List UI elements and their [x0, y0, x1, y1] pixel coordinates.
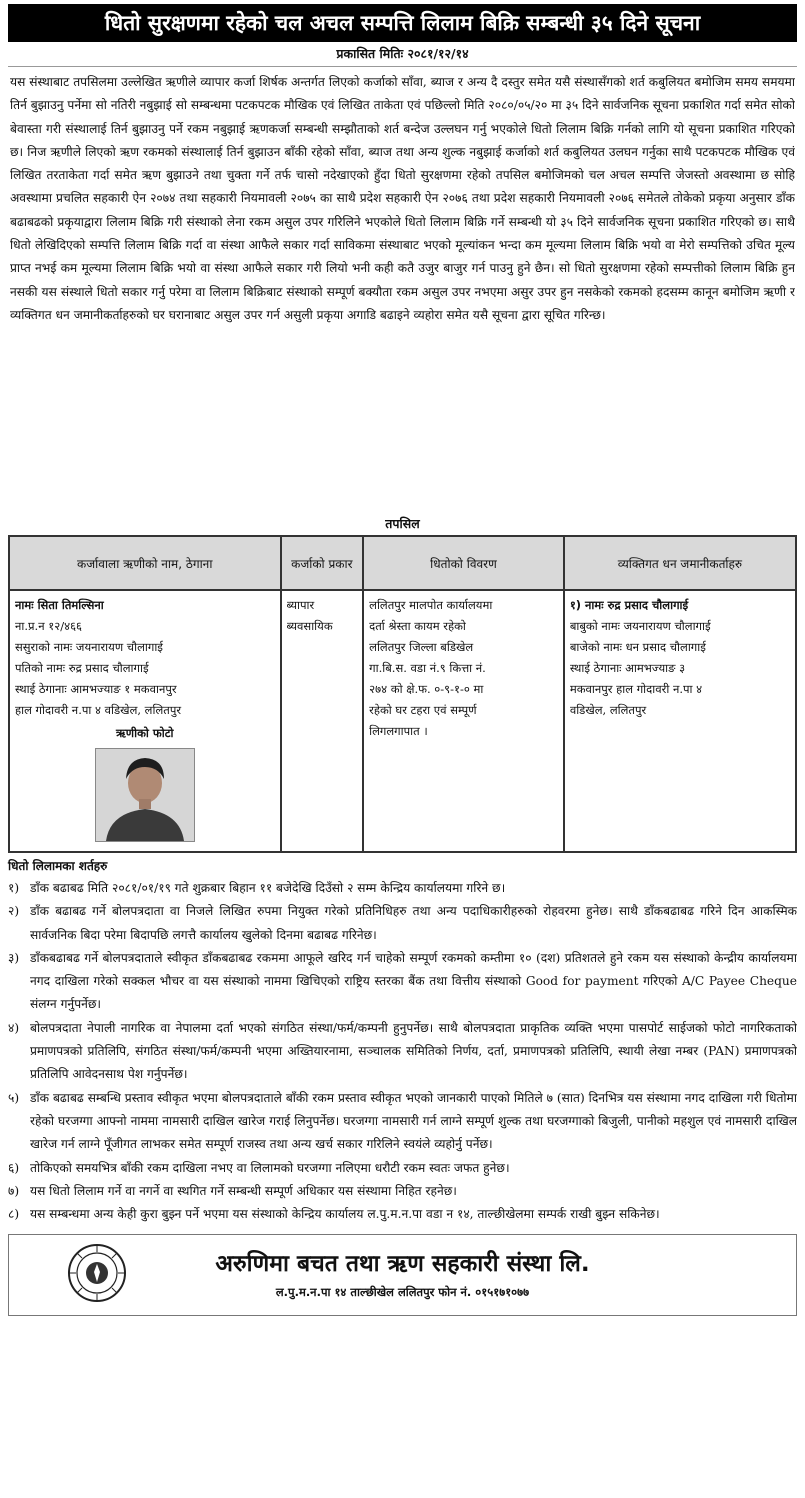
guarantor-name: १) नामः रुद्र प्रसाद चौलागाई — [569, 598, 689, 612]
list-item — [8, 1180, 797, 1203]
details-table-header-row — [9, 536, 796, 590]
term-text: डाँकबढाबढ गर्ने बोलपत्रदाताले स्वीकृत डाँकबढाबढ रकममा आफूले खरिद गर्न चाहेको सम्पूर्ण रकमको कम्तीमा १० (दश) प्रतिशतले हुने रकम यस संस्थाको केन्द्रीय कार्यालयमा नगद दाखिला गरेको सक्कल भौचर वा यस संस्थाको नाममा खिचिएको राष्ट्रिय स्तरका बैंक तथा वित्तीय संस्थाको Good for payment गरिएको A/C Payee Cheque संलग्न गर्नुपर्नेछ। — [30, 950, 797, 1012]
person-photo-icon — [96, 749, 194, 841]
list-item — [8, 1087, 797, 1157]
details-heading: तपसिल — [385, 516, 420, 531]
borrower-photo — [95, 748, 195, 842]
list-item — [8, 947, 797, 1017]
borrower-cell — [9, 590, 281, 852]
terms-list — [8, 877, 797, 1226]
guarantor-grandfather: बाजेको नामः धन प्रसाद चौलागाई — [569, 640, 706, 654]
header-loan-type: कर्जाको प्रकार — [281, 536, 364, 590]
header-borrower: कर्जावाला ऋणीको नाम, ठेगाना — [9, 536, 281, 590]
term-number: ३) — [8, 950, 20, 965]
term-number: ५) — [8, 1090, 20, 1105]
borrower-father-in-law: ससुराको नामः जयनारायण चौलागाई — [15, 640, 163, 654]
term-text: डाँक बढाबढ गर्ने बोलपत्रदाता वा निजले लिखित रुपमा नियुक्त गरेको प्रतिनिधिहरु तथा अन्य पदाधिकारीहरुको रोहवरमा हुनेछ। साथै डाँकबढाबढ गरिने दिन आकस्मिक सार्वजनिक बिदा परेमा बिदापछि लगत्तै कार्यालय खुलेको दिनमा बढाबढ गरिनेछ। — [30, 904, 797, 942]
term-text: यस सम्बन्धमा अन्य केही कुरा बुझ्न पर्ने भएमा यस संस्थाको केन्द्रिय कार्यालय ल.पु.म.न.पा वडा न १४, ताल्छीखेलमा सम्पर्क राखी बुझ्न सकिनेछ। — [30, 1207, 660, 1222]
collateral-line: ललितपुर मालपोत कार्यालयमा — [369, 598, 493, 612]
loan-type-cell — [281, 590, 364, 852]
term-text: तोकिएको समयभित्र बाँकी रकम दाखिला नभए वा लिलामको घरजग्गा नलिएमा धरौटी रकम स्वतः जफत हुनेछ। — [30, 1160, 510, 1175]
guarantor-father: बाबुको नामः जयनारायण चौलागाई — [569, 619, 711, 633]
collateral-line: रहेको घर टहरा एवं सम्पूर्ण — [369, 703, 477, 717]
borrower-husband: पतिको नामः रुद्र प्रसाद चौलागाई — [15, 661, 149, 675]
borrower-current-address: हाल गोदावरी न.पा ४ वडिखेल, ललितपुर — [15, 703, 182, 717]
term-text: डाँक बढाबढ मिति २०८१/०१/१९ गते शुक्रबार बिहान ११ बजेदेखि दिउँसो २ सम्म केन्द्रिय कार्यालयमा गरिने छ। — [30, 881, 506, 895]
term-text: बोलपत्रदाता नेपाली नागरिक वा नेपालमा दर्ता भएको संगठित संस्था/फर्म/कम्पनी हुनुपर्नेछ। साथै बोलपत्रदाता प्राकृतिक व्यक्ति भएमा पासपोर्ट साईजको फोटो नागरिकताको प्रमाणपत्रको प्रतिलिपि, संगठित संस्था/फर्म/कम्पनी भएमा अख्तियारनामा, सञ्चालक समितिको निर्णय, दर्ता, प्रमाणपत्रको प्रतिलिपि, स्थायी लेखा नम्बर (PAN) प्रमाणपत्रको प्रतिलिपि आवेदनसाथ पेश गर्नुपर्नेछ। — [30, 1020, 797, 1082]
borrower-photo-caption: ऋणीको फोटो — [115, 726, 174, 740]
list-item — [8, 1203, 797, 1226]
details-table — [8, 535, 797, 853]
list-item — [8, 877, 797, 900]
table-row — [9, 590, 796, 852]
term-text: डाँक बढाबढ सम्बन्धि प्रस्ताव स्वीकृत भएमा बोलपत्रदाताले बाँकी रकम प्रस्ताव स्वीकृत भएको जानकारी पाएको मितिले ७ (सात) दिनभित्र यस संस्थामा नगद दाखिला गरी धितोमा रहेको घरजग्गा आफ्नो नाममा नामसारी दाखिल खारेज गराई लिनुपर्नेछ। घरजग्गा नामसारी गर्न लाग्ने सम्पूर्ण शुल्क तथा घरजग्गाको बिजुली, पानीको महशुल एवं नामसारी दाखिल खारेज गर्न लाग्ने पूँजीगत लाभकर समेत सम्पूर्ण राजस्व तथा अन्य खर्च सकार गरिलिने स्वयंले व्यहोर्नु पर्नेछ। — [30, 1090, 797, 1152]
term-text: यस धितो लिलाम गर्ने वा नगर्ने वा स्थगित गर्ने सम्बन्धी सम्पूर्ण अधिकार यस संस्थामा निहित रहनेछ। — [30, 1183, 457, 1198]
organization-address: ल.पु.म.न.पा १४ ताल्छीखेल ललितपुर फोन नं. ०१५१७१०७७ — [275, 1285, 530, 1300]
guarantor-cell — [564, 590, 796, 852]
terms-heading: धितो लिलामका शर्तहरु — [8, 859, 108, 873]
notice-page — [0, 4, 805, 1498]
list-item — [8, 1157, 797, 1180]
collateral-line: लिगलगापात । — [369, 724, 428, 738]
intro-paragraph: यस संस्थाबाट तपसिलमा उल्लेखित ऋणीले व्यापार कर्जा शिर्षक अन्तर्गत लिएको कर्जाको साँवा, ब्याज र अन्य दै दस्तुर समेत यसै संस्थासँगको शर्त कबुलियत बमोजिम समय समयमा तिर्न बुझाउनु पर्नेमा सो नतिरी नबुझाई सो सम्बन्धमा पटकपटक मौखिक एवं लिखित ताकेता एवं पछिल्लो मिति २०८०/०५/२० मा ३५ दिने सार्वजनिक सूचना प्रकाशित गर्दा समेत सोको बेवास्ता गरी संस्थालाई तिर्न बुझाउनु पर्ने रकम नबुझाई ऋणकर्जा सम्बन्धी सम्झौताको शर्त बन्देज उल्लघन गर्नु भएकोले धितो लिलाम बिक्रि गर्नको लागि यो सूचना प्रकाशित गरिएको छ। निज ऋणीले लिएको ऋण रकमको संस्थालाई तिर्न बुझाउन बाँकी रहेको साँवा, ब्याज तथा अन्य शुल्क नबुझाई कर्जाको शर्त कबुलियत उलघन गर्नुका साथै पटकपटक मौखिक एवं लिखित तरताकेता गर्दा समेत ऋण बुझाउने तथा चुक्ता गर्ने तर्फ चासो नदेखाएको हुँदा धितो सुरक्षणमा रहेको तपसिल बमोजिमको चल अचल सम्पत्ति जेजस्तो अवस्थामा छ सोहि अवस्थामा प्रचलित सहकारी ऐन २०७४ तथा सहकारी नियमावली २०७५ का साथै प्रदेश सहकारी ऐन २०७६ तथा प्रदेश सहकारी नियमावली २०७६ समेतले तोकेको प्रकृया अनुसार डाँक बढाबढको प्रकृयाद्वारा लिलाम बिक्रि गरी संस्थाको लेना रकम असुल उपर गरिलिने भएकोले धितो लिलाम बिक्रि गर्ने सम्बन्धी यो ३५ दिने सार्वजनिक सूचना प्रकाशित गरिएको छ। साथै धितो लेखिदिएको सम्पत्ति लिलाम बिक्रि गर्दा वा संस्था आफैले सकार गर्दा साविकमा संस्थाबाट भएको मूल्यांकन भन्दा कम मूल्यमा लिलाम बिक्रि भयो वा मेरो सम्पत्तिको उचित मूल्य प्राप्त नभई कम मूल्यमा लिलाम बिक्रि भयो वा संस्था आफैले सकार गरी लियो भनी कही कतै उजुर बाजुर गर्न पाउनु हुने छैन। सो धितो सुरक्षणमा रहेको सम्पत्तीको लिलाम बिक्रि हुन नसकी यस संस्थाले धितो सकार गर्नु परेमा वा लिलाम बिक्रिबाट संस्थाको सम्पूर्ण बक्यौता रकम असुल उपर नभएमा असुर उपर हुन नसकेको रकमको हदसम्म कानून बमोजिम ऋणी र व्यक्तिगत धन जमानीकर्ताहरुको घर घरानाबाट असुल उपर गर्न असुली प्रकृया अगाडि बढाइने व्यहोरा समेत यसै सूचना द्वारा सूचित गरिन्छ। — [10, 75, 795, 322]
borrower-citizenship: ना.प्र.न १२/४६६ — [15, 619, 83, 633]
collateral-line: गा.बि.स. वडा नं.९ कित्ता नं. — [369, 661, 486, 675]
list-item — [8, 1017, 797, 1087]
term-number: ८) — [8, 1207, 20, 1222]
term-number: ४) — [8, 1020, 20, 1035]
organization-name: अरुणिमा बचत तथा ऋण सहकारी संस्था लि. — [215, 1251, 590, 1278]
guarantor-ward: वडिखेल, ललितपुर — [569, 703, 647, 717]
collateral-line: दर्ता श्रेस्ता कायम रहेको — [369, 619, 466, 633]
loan-type-line-1: ब्यापार — [286, 598, 315, 612]
collateral-line: ललितपुर जिल्ला बडिखेल — [369, 640, 474, 654]
cooperative-seal-icon — [67, 1243, 127, 1303]
published-date: प्रकासित मितिः २०८१/१२/१४ — [8, 42, 797, 67]
notice-title: धितो सुरक्षणमा रहेको चल अचल सम्पत्ति लिलाम बिक्रि सम्बन्धी ३५ दिने सूचना — [8, 4, 797, 42]
loan-type-line-2: ब्यवसायिक — [286, 619, 333, 633]
term-number: १) — [8, 881, 20, 895]
header-guarantor: व्यक्तिगत धन जमानीकर्ताहरु — [564, 536, 796, 590]
borrower-name: नामः सिता तिमल्सिना — [15, 598, 104, 612]
term-number: ६) — [8, 1160, 20, 1175]
guarantor-current-address: मकवानपुर हाल गोदावरी न.पा ४ — [569, 682, 703, 696]
footer — [8, 1234, 797, 1316]
collateral-line: २७४ को क्षे.फ. ०-९-१-० मा — [369, 682, 484, 696]
guarantor-permanent-address: स्थाई ठेगानाः आमभज्याङ ३ — [569, 661, 686, 675]
list-item — [8, 900, 797, 947]
collateral-cell — [363, 590, 564, 852]
term-number: ७) — [8, 1183, 20, 1198]
header-collateral: धितोको विवरण — [363, 536, 564, 590]
footer-text — [9, 1247, 796, 1303]
borrower-permanent-address: स्थाई ठेगानाः आमभज्याङ १ मकवानपुर — [15, 682, 177, 696]
term-number: २) — [8, 904, 20, 919]
